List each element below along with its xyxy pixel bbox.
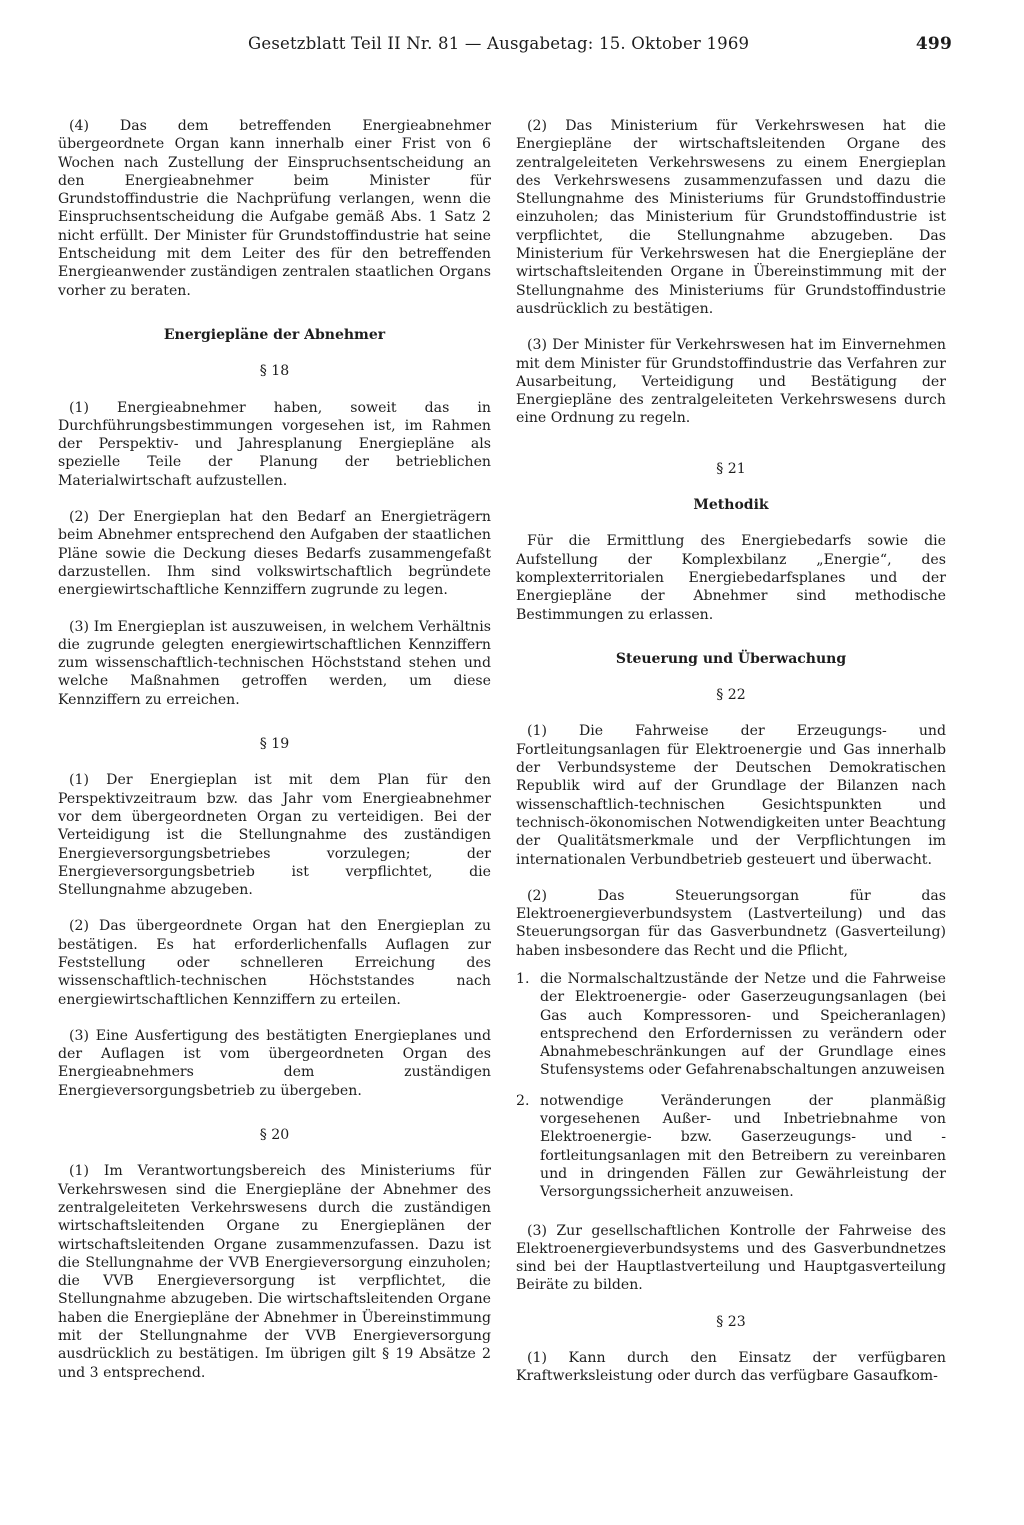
list-item	[516, 970, 946, 1080]
paragraph-20-3: (3) Der Minister für Verkehrswesen hat im Einvernehmen mit dem Minister für Grundstoffindustrie das Verfahren zur Ausarbeitung, Verteidigung und Bestätigung der Energiepläne des zentralgeleiteten Verkehrswesens durch eine Ordnung zu regeln.	[516, 337, 946, 427]
list-item-number: 2.	[516, 1092, 530, 1109]
paragraph-22-3: (3) Zur gesellschaftlichen Kontrolle der Fahrweise des Elektroenergieverbundsystems und des Gasverbundnetzes sind bei der Hauptlastverteilung und Hauptgasverteilung Beiräte zu bilden.	[516, 1222, 946, 1294]
list-item-number: 1.	[516, 970, 530, 987]
section-21-title: § 21	[716, 460, 746, 477]
paragraph-19-3: (3) Eine Ausfertigung des bestätigten Energieplanes und der Auflagen ist vom übergeordneten Organ des Energieabnehmers dem zuständigen Energieversorgungsbetrieb zu übergeben.	[58, 1027, 491, 1099]
paragraph-19-2: (2) Das übergeordnete Organ hat den Energieplan zu bestätigen. Es hat erforderlichenfalls Auflagen zur Feststellung oder schnelleren Erreichung des wissenschaftlich-technischen Höchststandes nach energiewirtschaftlichen Kennziffern zu erteilen.	[58, 918, 491, 1008]
list-item-text: notwendige Veränderungen der planmäßig vorgesehenen Außer- und Inbetriebnahme von Elektroenergie- bzw. Gaserzeugungs- und -fortleitungsanlagen mit den Betreibern zu vereinbaren und in dringenden Fällen zur Gewährleistung der Versorgungssicherheit anzuweisen.	[540, 1092, 946, 1201]
header-title: Gesetzblatt Teil II Nr. 81 — Ausgabetag: 15. Oktober 1969	[248, 34, 750, 53]
page-number: 499	[915, 34, 952, 54]
paragraph-19-1: (1) Der Energieplan ist mit dem Plan für den Perspektivzeitraum bzw. das Jahr vom Energieabnehmer vor dem übergeordneten Organ zu verteidigen. Bei der Verteidigung ist die Stellungnahme des zuständigen Energieversorgungsbetriebes vorzulegen; der Energieversorgungsbetrieb ist verpflichtet, die Stellungnahme abzugeben.	[58, 772, 491, 899]
paragraph-18-3: (3) Im Energieplan ist auszuweisen, in welchem Verhältnis die zugrunde gelegten energiewirtschaftlichen Kennziffern zum wissenschaftlich-technischen Höchststand stehen und welche Maßnahmen getroffen werden, um diese Kennziffern zu erreichen.	[58, 618, 491, 708]
heading-energieplaene-abnehmer: Energiepläne der Abnehmer	[163, 326, 386, 343]
paragraph-22-1: (1) Die Fahrweise der Erzeugungs- und Fortleitungsanlagen für Elektroenergie und Gas innerhalb der Verbundsysteme der Deutschen Demokratischen Republik wird auf der Grundlage der Bilanzen nach wissenschaftlich-technischen Gesichtspunkten und technisch-ökonomischen Notwendigkeiten unter Beachtung der Qualitätsmerkmale und der Verpflichtungen im internationalen Verbundbetrieb gesteuert und überwacht.	[516, 723, 946, 868]
paragraph-21: Für die Ermittlung des Energiebedarfs sowie die Aufstellung der Komplexbilanz „Energie“, des komplexterritorialen Energiebedarfsplanes und der Energiepläne der Abnehmer sind methodische Bestimmungen zu erlassen.	[516, 533, 946, 623]
paragraph-23-1: (1) Kann durch den Einsatz der verfügbaren Kraftwerksleistung oder durch das verfügbare Gasaufkom-	[516, 1350, 946, 1385]
section-19-title: § 19	[259, 736, 290, 753]
paragraph-18-2: (2) Der Energieplan hat den Bedarf an Energieträgern beim Abnehmer entsprechend den Aufgaben der staatlichen Pläne sowie die Deckung dieses Bedarfs zusammengefaßt darzustellen. Ihm sind volkswirtschaftlich begründete energiewirtschaftliche Kennziffern zugrunde zu legen.	[58, 509, 491, 599]
paragraph-20-2: (2) Das Ministerium für Verkehrswesen hat die Energiepläne der wirtschaftsleitenden Organe des zentralgeleiteten Verkehrswesens zu einem Energieplan des Verkehrswesens zusammenzufassen und dazu die Stellungnahme des Ministeriums für Grundstoffindustrie einzuholen; das Ministerium für Grundstoffindustrie ist verpflichtet, die Stellungnahme abzugeben. Das Ministerium für Verkehrswesen hat die Energiepläne der wirtschaftsleitenden Organe in Übereinstimmung mit der Stellungnahme des Ministeriums für Grundstoffindustrie ausdrücklich zu bestätigen.	[516, 118, 946, 317]
section-20-title: § 20	[259, 1127, 290, 1144]
left-column	[58, 117, 491, 1400]
paragraph-18-1: (1) Energieabnehmer haben, soweit das in Durchführungsbestimmungen vorgesehen ist, im Rahmen der Perspektiv- und Jahresplanung Energiepläne als spezielle Teile der Planung der betrieblichen Materialwirtschaft aufzustellen.	[58, 399, 491, 489]
section-22-title: § 22	[716, 687, 746, 704]
list-item	[516, 1092, 946, 1202]
heading-steuerung-ueberwachung: Steuerung und Überwachung	[615, 650, 847, 667]
section-23-title: § 23	[716, 1313, 746, 1330]
paragraph-22-2: (2) Das Steuerungsorgan für das Elektroenergieverbundsystem (Lastverteilung) und das Steuerungsorgan für das Gasverbundnetz (Gasverteilung) haben insbesondere das Recht und die Pflicht,	[516, 887, 946, 959]
heading-methodik: Methodik	[693, 497, 769, 514]
paragraph-20-1: (1) Im Verantwortungsbereich des Ministeriums für Verkehrswesen sind die Energiepläne der Abnehmer des zentralgeleiteten Verkehrswesens durch die zuständigen wirtschaftsleitenden Organe zu Energieplänen der wirtschaftsleitenden Organe zusammenzufassen. Dazu ist die Stellungnahme der VVB Energieversorgung einzuholen; die VVB Energieversorgung ist verpflichtet, die Stellungnahme abzugeben. Die wirtschaftsleitenden Organe haben die Energiepläne der Abnehmer in Übereinstimmung mit der Stellungnahme der VVB Energieversorgung ausdrücklich zu bestätigen. Im übrigen gilt § 19 Absätze 2 und 3 entsprechend.	[58, 1163, 491, 1381]
list-item-text: die Normalschaltzustände der Netze und die Fahrweise der Elektroenergie- oder Gaserzeugungsanlagen (bei Gas auch Kompressoren- und Speicheranlagen) entsprechend den Erfordernissen zu verändern oder Abnahmebeschränkungen auf der Grundlage eines Stufensystems oder Gefahrenabschaltungen anzuweisen	[540, 970, 946, 1079]
right-column	[516, 117, 946, 1404]
paragraph-17-4: (4) Das dem betreffenden Energieabnehmer übergeordnete Organ kann innerhalb einer Frist von 6 Wochen nach Zustellung der Einspruchsentscheidung an den Energieabnehmer beim Minister für Grundstoffindustrie die Nachprüfung verlangen, wenn die Einspruchsentscheidung die Aufgabe gemäß Abs. 1 Satz 2 nicht erfüllt. Der Minister für Grundstoffindustrie hat seine Entscheidung mit dem Leiter des für den betreffenden Energieanwender zuständigen zentralen staatlichen Organs vorher zu beraten.	[58, 118, 491, 299]
section-18-title: § 18	[259, 363, 290, 380]
